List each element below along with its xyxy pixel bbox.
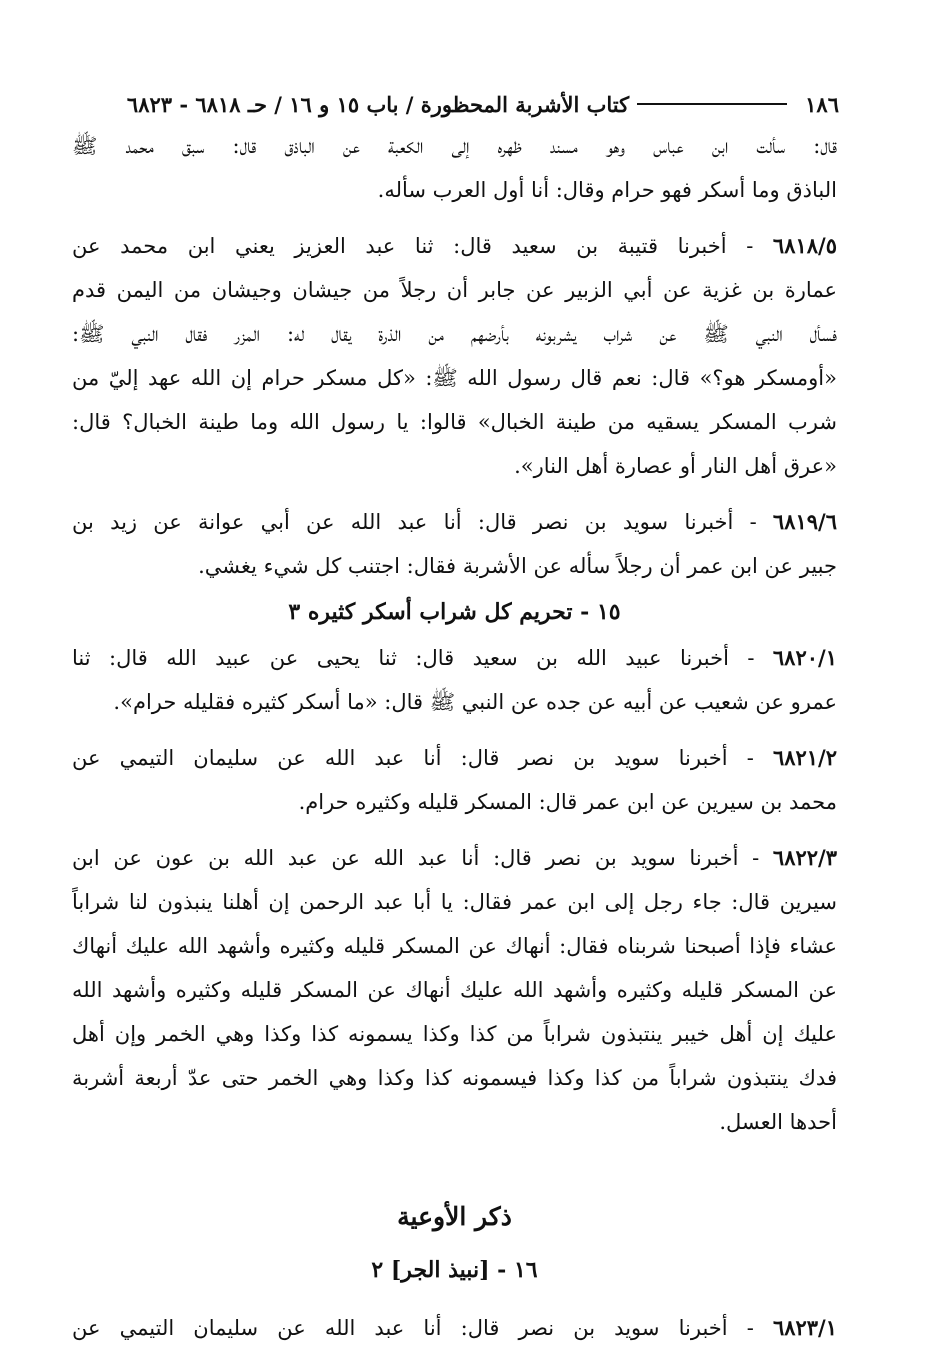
page-number: ١٨٦ bbox=[805, 91, 839, 117]
header-rule bbox=[637, 103, 787, 105]
text-line: عليك إن أهل خيبر ينتبذون شراباً من كذا وكذا يسمونه كذا وكذا وهي الخمر وإن أهل bbox=[72, 1022, 837, 1046]
header-title: كتاب الأشربة المحظورة / باب ١٥ و ١٦ / حـ ٦٨١٨ - ٦٨٢٣ bbox=[126, 91, 630, 117]
text-line: عمرو عن شعيب عن أبيه عن جده عن النبي ﷺ قال: «ما أسكر كثيره فقليله حرام». bbox=[113, 690, 837, 714]
text-line: عشاء فإذا أصبحنا شربناه فقال: أنهاك عن المسكر قليله وكثيره وأشهد الله عليك أنهاك bbox=[72, 934, 837, 958]
text-line: محمد بن سيرين عن ابن عمر قال: المسكر قليله وكثيره حرام. bbox=[298, 790, 837, 814]
text-line: عن المسكر قليله وكثيره وأشهد الله عليك أنهاك عن المسكر قليله وكثيره وأشهد الله bbox=[72, 978, 837, 1002]
hadith-number: ٦٨١٨/٥ bbox=[772, 233, 837, 258]
text-line: أحدها العسل. bbox=[719, 1110, 837, 1134]
hadith-6818-line: ٦٨١٨/٥ - أخبرنا قتيبة بن سعيد قال: ثنا عبد العزيز يعني ابن محمد عن bbox=[72, 233, 837, 258]
hadith-6823-line: ٦٨٢٣/١ - أخبرنا سويد بن نصر قال: أنا عبد الله عن سليمان التيمي عن bbox=[72, 1315, 837, 1340]
text-line: فدك ينتبذون شراباً من كذا وكذا فيسمونه كذا وكذا وهي الخمر حتى عدّ أربعة أشربة bbox=[72, 1066, 837, 1090]
hadith-6820-line: ٦٨٢٠/١ - أخبرنا عبيد الله بن سعيد قال: ثنا يحيى عن عبيد الله قال: ثنا bbox=[72, 645, 837, 670]
text-line: جبير عن ابن عمر أن رجلاً سأله عن الأشربة فقال: اجتنب كل شيء يغشي. bbox=[198, 554, 837, 578]
text-line: قال: سألت ابن عباس وهو مسند ظهره إلى الكعبة عن الباذق قال: سبق محمد ﷺ bbox=[72, 134, 837, 158]
page-body bbox=[72, 124, 837, 1350]
hadith-6821-line: ٦٨٢١/٢ - أخبرنا سويد بن نصر قال: أنا عبد الله عن سليمان التيمي عن bbox=[72, 745, 837, 770]
hadith-number: ٦٨٢٣/١ bbox=[772, 1315, 837, 1340]
text-line: «عرق أهل النار أو عصارة أهل النار». bbox=[514, 454, 837, 478]
text-line: سيرين قال: جاء رجل إلى ابن عمر فقال: يا أبا عبد الرحمن إن أهلنا ينبذون لنا شراباً bbox=[72, 890, 837, 914]
running-header bbox=[72, 86, 839, 122]
section-heading-vessels: ذكر الأوعية bbox=[397, 1202, 512, 1231]
section-heading-15: ١٥ - تحريم كل شراب أسكر كثيره ٣ bbox=[288, 599, 621, 625]
hadith-number: ٦٨١٩/٦ bbox=[772, 509, 837, 534]
text-line: فسأل النبي ﷺ عن شراب يشربونه بأرضهم من الذرة يقال له: المزر فقال النبي ﷺ: bbox=[72, 322, 837, 346]
text-line: عمارة بن غزية عن أبي الزبير عن جابر أن رجلاً من جيشان وجيشان من اليمن قدم bbox=[72, 278, 837, 302]
hadith-number: ٦٨٢١/٢ bbox=[772, 745, 837, 770]
hadith-number: ٦٨٢٢/٣ bbox=[772, 845, 837, 870]
hadith-6822-line: ٦٨٢٢/٣ - أخبرنا سويد بن نصر قال: أنا عبد الله عن عبد الله بن عون عن ابن bbox=[72, 845, 837, 870]
hadith-6819-line: ٦٨١٩/٦ - أخبرنا سويد بن نصر قال: أنا عبد الله عن أبي عوانة عن زيد بن bbox=[72, 509, 837, 534]
section-heading-16: ١٦ - [نبيذ الجر] ٢ bbox=[371, 1257, 538, 1283]
text-line: الباذق وما أسكر فهو حرام وقال: أنا أول العرب سأله. bbox=[377, 178, 837, 202]
hadith-number: ٦٨٢٠/١ bbox=[772, 645, 837, 670]
text-line: «أومسكر هو؟» قال: نعم قال رسول الله ﷺ: «كل مسكر حرام إن الله عهد إليّ من bbox=[72, 366, 837, 390]
text-line: شرب المسكر يسقيه من طينة الخبال» قالوا: يا رسول الله وما طينة الخبال؟ قال: bbox=[72, 410, 837, 434]
